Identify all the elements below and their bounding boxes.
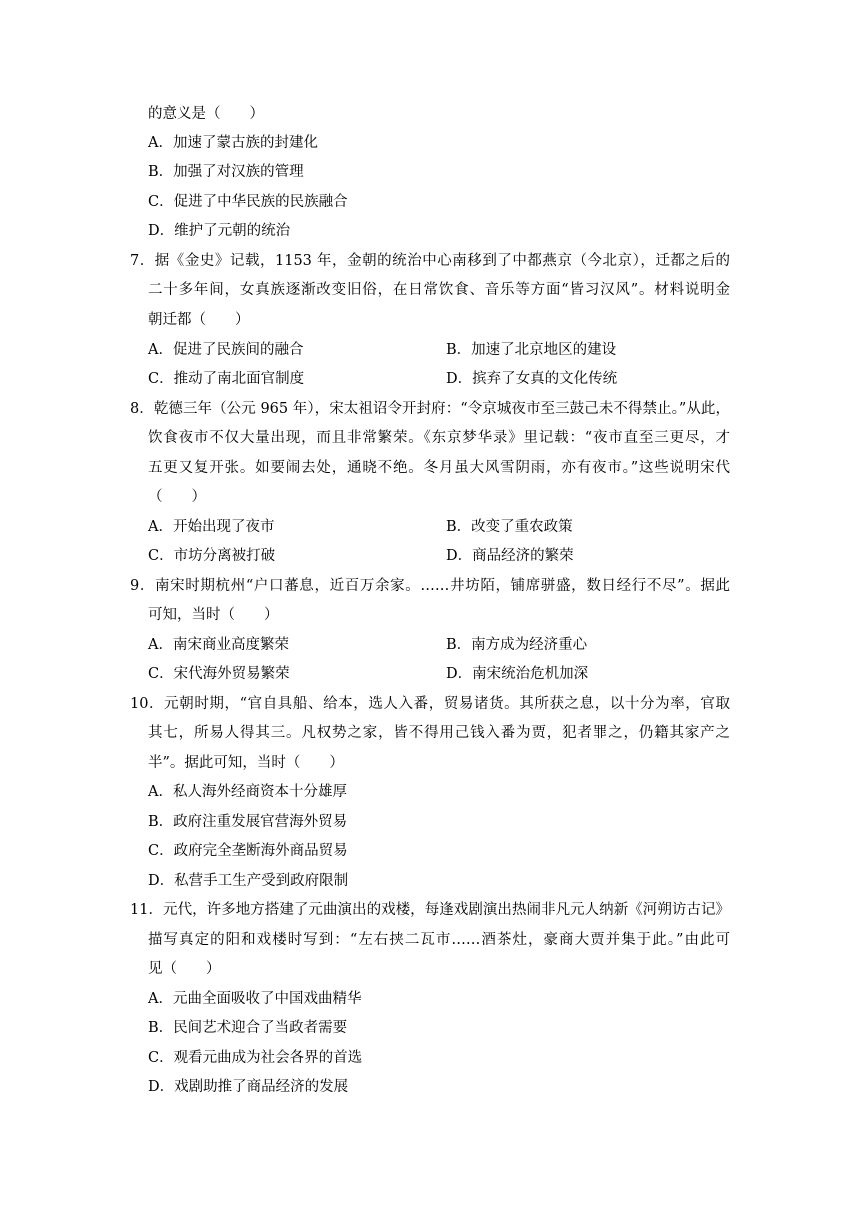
q6-option-a: A．加速了蒙古族的封建化	[148, 135, 318, 151]
q7-option-a: A．促进了民族间的融合	[148, 342, 304, 358]
q8-option-b: B．改变了重农政策	[446, 519, 573, 535]
q9-option-a: A．南宋商业高度繁荣	[148, 637, 289, 653]
q8-stem-line-1: 8．乾德三年（公元 965 年），宋太祖诏令开封府：“令京城夜市至三鼓己未不得禁止。”从此，	[130, 401, 730, 417]
q8-stem-line-3: 五更又复开张。如要闹去处，通晓不绝。冬月虽大风雪阴雨，亦有夜市。”这些说明宋代	[148, 460, 730, 476]
q11-option-b: B．民间艺术迎合了当政者需要	[148, 1020, 348, 1036]
q8-option-d: D．商品经济的繁荣	[446, 548, 574, 564]
q10-stem-line-3: 半”。据此可知，当时（ ）	[148, 755, 344, 771]
q9-option-b: B．南方成为经济重心	[446, 637, 588, 653]
q11-option-c: C．观看元曲成为社会各界的首选	[148, 1050, 363, 1066]
q10-stem-line-2: 其七，所易人得其三。凡权势之家，皆不得用己钱入番为贾，犯者罪之，仍籍其家产之	[148, 725, 730, 741]
q10-option-a: A．私人海外经商资本十分雄厚	[148, 784, 347, 800]
q10-option-d: D．私营手工生产受到政府限制	[148, 873, 349, 889]
q7-stem-line-3: 朝迁都（ ）	[148, 312, 250, 328]
q11-option-d: D．戏剧助推了商品经济的发展	[148, 1079, 349, 1095]
q10-option-c: C．政府完全垄断海外商品贸易	[148, 843, 348, 859]
q7-stem-line-2: 二十多年间，女真族逐渐改变旧俗，在日常饮食、音乐等方面“皆习汉风”。材料说明金	[148, 282, 730, 298]
q11-stem-line-2: 描写真定的阳和戏楼时写到：“左右挟二瓦市……酒茶灶，豪商大贾并集于此。”由此可	[148, 932, 730, 948]
q6-option-d: D．维护了元朝的统治	[148, 223, 291, 239]
q8-option-a: A．开始出现了夜市	[148, 519, 275, 535]
q8-stem-line-2: 饮食夜市不仅大量出现，而且非常繁荣。《东京梦华录》里记载：“夜市直至三更尽，才	[148, 430, 730, 446]
q7-option-d: D．摈弃了女真的文化传统	[446, 371, 618, 387]
q6-stem-tail: 的意义是（ ）	[148, 106, 264, 122]
q6-option-b: B．加强了对汉族的管理	[148, 164, 304, 180]
q11-stem-line-1: 11．元代，许多地方搭建了元曲演出的戏楼，每逢戏剧演出热闹非凡元人纳新《河朔访古记》	[130, 902, 730, 918]
q9-stem-line-1: 9．南宋时期杭州“户口蕃息，近百万余家。……井坊陌，铺席骈盛，数日经行不尽”。据此	[130, 578, 730, 594]
q9-option-d: D．南宋统治危机加深	[446, 666, 589, 682]
q8-option-c: C．市坊分离被打破	[148, 548, 276, 564]
q9-stem-line-2: 可知，当时（ ）	[148, 607, 279, 623]
q7-option-b: B．加速了北京地区的建设	[446, 342, 617, 358]
q6-option-c: C．促进了中华民族的民族融合	[148, 194, 348, 210]
q10-option-b: B．政府注重发展官营海外贸易	[148, 814, 348, 830]
q8-stem-line-4: （ ）	[148, 489, 206, 505]
q11-stem-line-3: 见（ ）	[148, 961, 221, 977]
q7-stem-line-1: 7．据《金史》记载，1153 年，金朝的统治中心南移到了中都燕京（今北京），迁都之后的	[130, 253, 730, 269]
q10-stem-line-1: 10．元朝时期，“官自具船、给本，选人入番，贸易诸货。其所获之息，以十分为率，官取	[130, 696, 730, 712]
q11-option-a: A．元曲全面吸收了中国戏曲精华	[148, 991, 362, 1007]
q9-option-c: C．宋代海外贸易繁荣	[148, 666, 290, 682]
q7-option-c: C．推动了南北面官制度	[148, 371, 305, 387]
